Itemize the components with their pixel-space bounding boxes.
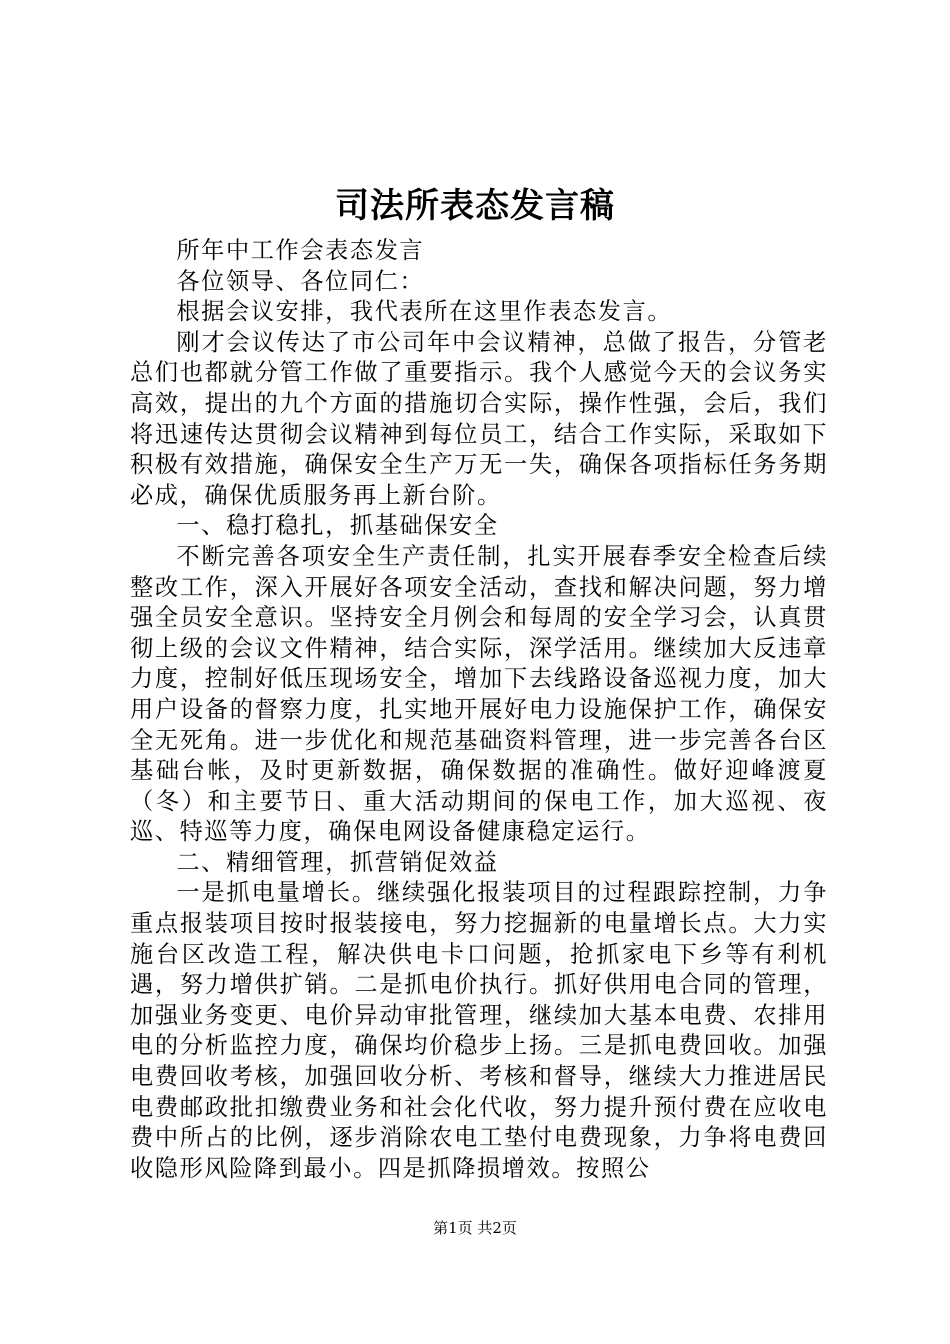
- page-number-footer: 第1页 共2页: [433, 1219, 517, 1237]
- paragraph-overview: 刚才会议传达了市公司年中会议精神，总做了报告，分管老总们也都就分管工作做了重要指示。我个人感觉今天的会议务实高效，提出的九个方面的措施切合实际，操作性强，会后，我们将迅速传达贯彻会议精神到每位员工，结合工作实际，采取如下积极有效措施，确保安全生产万无一失，确保各项指标任务务期必成，确保优质服务再上新台阶。: [130, 328, 828, 509]
- paragraph-marketing: 一是抓电量增长。继续强化报装项目的过程跟踪控制，力争重点报装项目按时报装接电，努力挖掘新的电量增长点。大力实施台区改造工程，解决供电卡口问题，抢抓家电下乡等有利机遇，努力增供扩销。二是抓电价执行。抓好供用电合同的管理，加强业务变更、电价异动审批管理，继续加大基本电费、农排用电的分析监控力度，确保均价稳步上扬。三是抓电费回收。加强电费回收考核，加强回收分析、考核和督导，继续大力推进居民电费邮政批扣缴费业务和社会化代收，努力提升预付费在应收电费中所占的比例，逐步消除农电工垫付电费现象，力争将电费回收隐形风险降到最小。四是抓降损增效。按照公: [130, 879, 828, 1182]
- paragraph-intro: 根据会议安排，我代表所在这里作表态发言。: [176, 298, 673, 326]
- paragraph-salutation: 各位领导、各位同仁：: [176, 267, 425, 295]
- section-heading-safety: 一、稳打稳扎，抓基础保安全: [176, 512, 499, 540]
- paragraph-safety: 不断完善各项安全生产责任制，扎实开展春季安全检查后续整改工作，深入开展好各项安全活动，查找和解决问题，努力增强全员安全意识。坚持安全月例会和每周的安全学习会，认真贯彻上级的会议文件精神，结合实际，深学活用。继续加大反违章力度，控制好低压现场安全，增加下去线路设备巡视力度，加大用户设备的督察力度，扎实地开展好电力设施保护工作，确保安全无死角。进一步优化和规范基础资料管理，进一步完善各台区基础台帐，及时更新数据，确保数据的准确性。做好迎峰渡夏（冬）和主要节日、重大活动期间的保电工作，加大巡视、夜巡、特巡等力度，确保电网设备健康稳定运行。: [130, 542, 828, 846]
- section-heading-marketing: 二、精细管理，抓营销促效益: [176, 848, 499, 876]
- paragraph-meeting-name: 所年中工作会表态发言: [176, 237, 425, 264]
- document-body: [130, 236, 828, 1184]
- document-title: 司法所表态发言稿: [335, 186, 615, 226]
